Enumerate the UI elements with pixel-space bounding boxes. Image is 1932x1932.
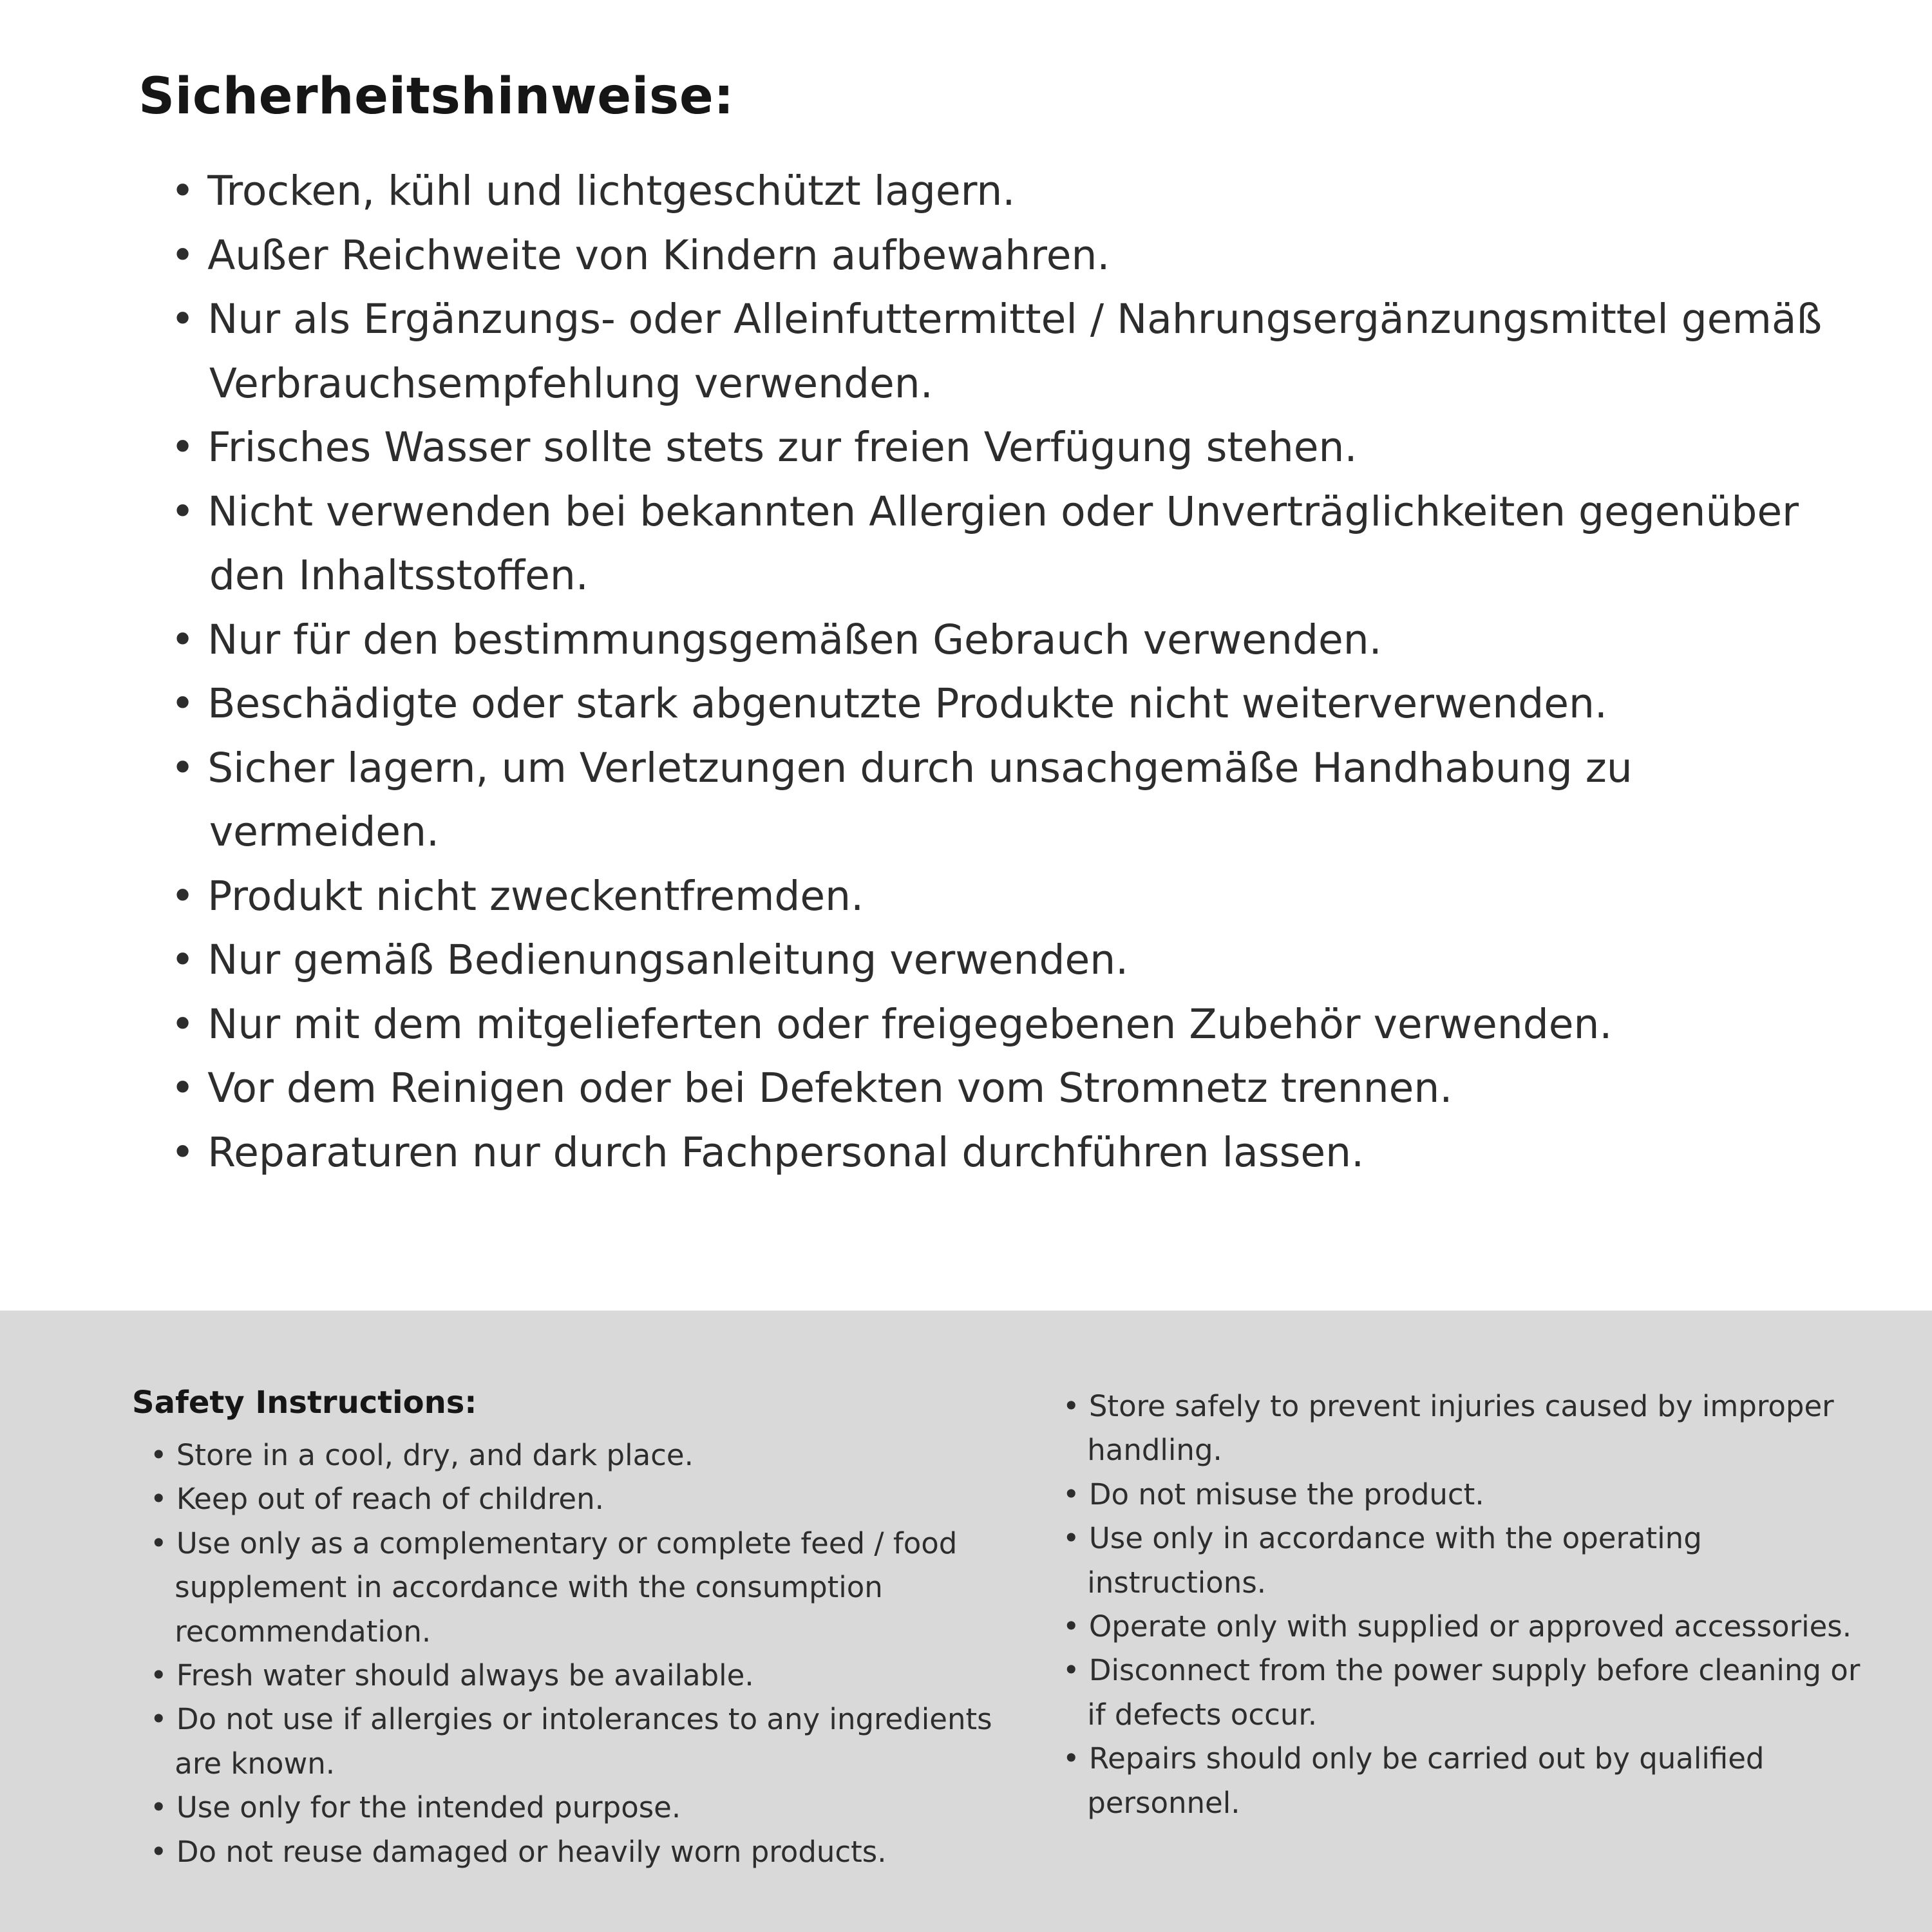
list-item: • Use only in accordance with the operating instructions.: [1063, 1517, 1887, 1605]
list-item: • Keep out of reach of children.: [150, 1477, 1008, 1521]
list-item: • Nur gemäß Bedienungsanleitung verwenden.: [171, 928, 1835, 992]
list-item: • Nur für den bestimmungsgemäßen Gebrauch verwenden.: [171, 608, 1835, 672]
list-item: • Nur als Ergänzungs- oder Alleinfuttermittel / Nahrungsergänzungsmittel gemäß Verbrauchsempfehlung verwenden.: [171, 287, 1835, 415]
list-item: • Frisches Wasser sollte stets zur freien Verfügung stehen.: [171, 415, 1835, 480]
vertical-spacer: [0, 1185, 1932, 1311]
list-item: • Vor dem Reinigen oder bei Defekten vom Stromnetz trennen.: [171, 1056, 1835, 1121]
english-left-column: [132, 1385, 1008, 1874]
list-item: • Do not misuse the product.: [1063, 1473, 1887, 1517]
list-item: • Fresh water should always be available.: [150, 1654, 1008, 1698]
english-section-title: Safety Instructions:: [132, 1385, 477, 1421]
german-section-title: Sicherheitshinweise:: [138, 68, 734, 126]
english-safety-list-left: [132, 1434, 1008, 1874]
list-item: • Use only for the intended purpose.: [150, 1786, 1008, 1830]
list-item: • Nur mit dem mitgelieferten oder freigegebenen Zubehör verwenden.: [171, 992, 1835, 1057]
english-safety-section: [0, 1311, 1932, 1932]
list-item: • Repairs should only be carried out by qualified personnel.: [1063, 1737, 1887, 1825]
english-right-column: [1063, 1385, 1887, 1825]
list-item: • Sicher lagern, um Verletzungen durch unsachgemäße Handhabung zu vermeiden.: [171, 736, 1835, 864]
list-item: • Operate only with supplied or approved accessories.: [1063, 1605, 1887, 1649]
list-item: • Trocken, kühl und lichtgeschützt lagern.: [171, 159, 1835, 223]
list-item: • Do not reuse damaged or heavily worn products.: [150, 1830, 1008, 1874]
list-item: • Store in a cool, dry, and dark place.: [150, 1434, 1008, 1477]
german-safety-list: [138, 159, 1835, 1185]
list-item: • Reparaturen nur durch Fachpersonal durchführen lassen.: [171, 1121, 1835, 1185]
list-item: • Beschädigte oder stark abgenutzte Produkte nicht weiterverwenden.: [171, 672, 1835, 736]
list-item: • Store safely to prevent injuries caused by improper handling.: [1063, 1385, 1887, 1473]
list-item: • Nicht verwenden bei bekannten Allergien oder Unverträglichkeiten gegenüber den Inhaltsstoffen.: [171, 480, 1835, 608]
list-item: • Produkt nicht zweckentfremden.: [171, 864, 1835, 929]
list-item: • Do not use if allergies or intolerances to any ingredients are known.: [150, 1698, 1008, 1786]
list-item: • Disconnect from the power supply before cleaning or if defects occur.: [1063, 1649, 1887, 1737]
english-safety-list-right: [1063, 1385, 1887, 1825]
list-item: • Use only as a complementary or complete feed / food supplement in accordance with the consumption recommendation.: [150, 1522, 1008, 1654]
list-item: • Außer Reichweite von Kindern aufbewahren.: [171, 223, 1835, 288]
